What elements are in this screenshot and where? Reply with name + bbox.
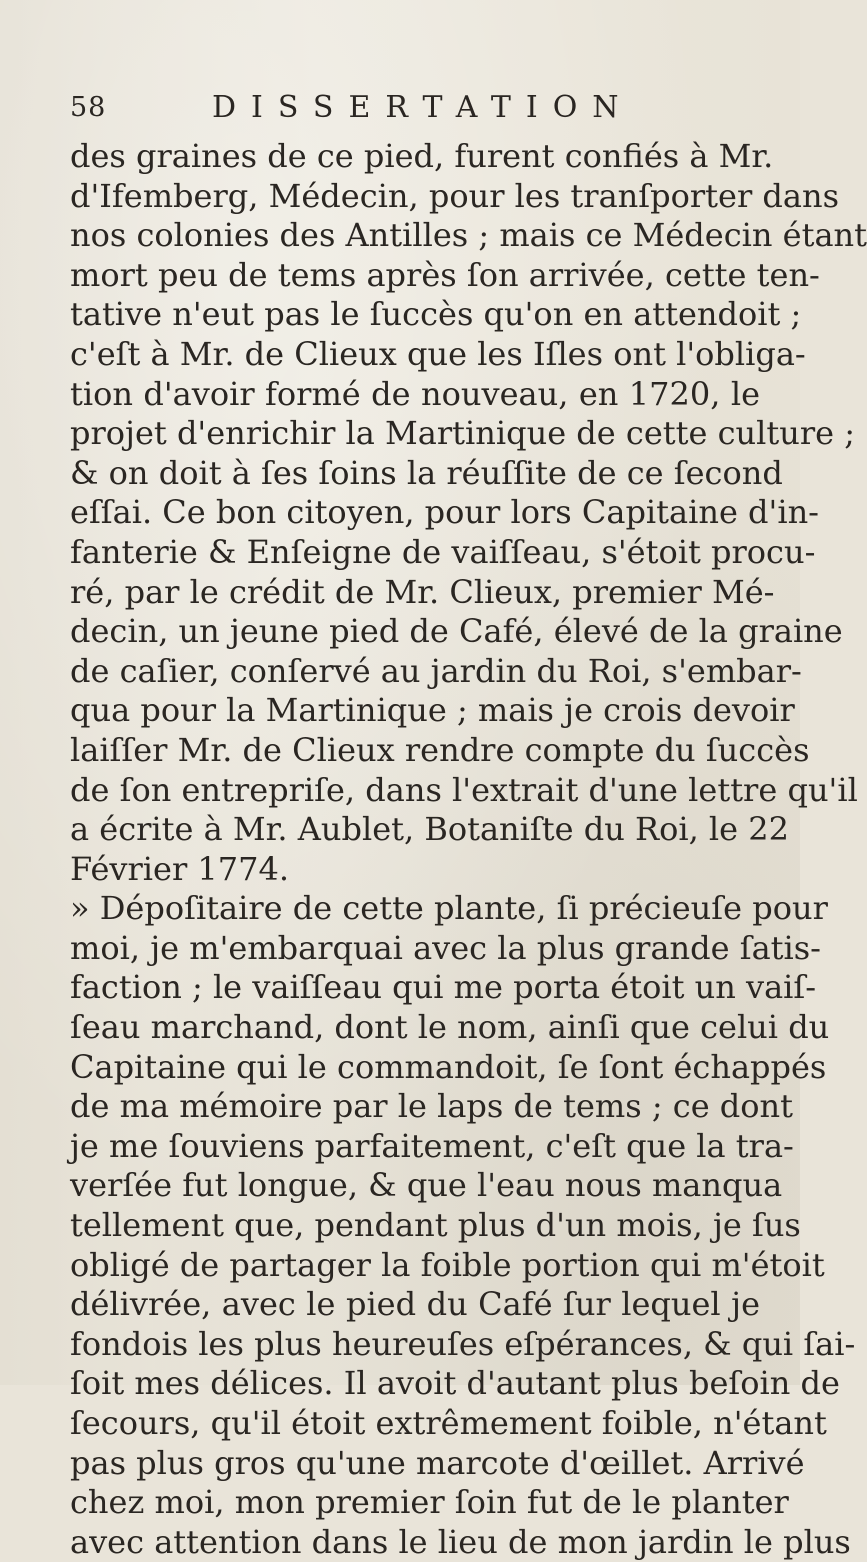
text-line: decin, un jeune pied de Café, élevé de la graine [70,612,843,651]
text-line: mort peu de tems après ſon arrivée, cette ten- [70,255,820,294]
text-line: avec attention dans le lieu de mon jardin le plus [70,1522,851,1561]
text-line: fanterie & Enſeigne de vaiſſeau, s'étoit procu- [70,532,816,571]
text-line: ſoit mes délices. Il avoit d'autant plus beſoin de [70,1364,840,1403]
text-line: c'eſt à Mr. de Clieux que les Iſles ont l'obliga- [70,334,806,373]
page-header [70,92,750,132]
text-line: ſecours, qu'il étoit extrêmement foible, n'étant [70,1404,827,1442]
text-line: Capitaine qui le commandoit, ſe ſont échappés [70,1047,827,1086]
text-line: pas plus gros qu'une marcote d'œillet. Arrivé [70,1443,805,1482]
text-line: ſeau marchand, dont le nom, ainſi que celui du [70,1008,830,1047]
text-line: tion d'avoir formé de nouveau, en 1720, le [70,374,760,413]
text-line: laiſſer Mr. de Clieux rendre compte du ſuccès [70,730,810,769]
body-text [70,137,867,1562]
text-line: je me ſouviens parfaitement, c'eſt que la tra- [70,1126,794,1165]
text-line: de ſon entrepriſe, dans l'extrait d'une lettre qu'il [70,770,858,809]
text-line: » Dépoſitaire de cette plante, ſi précieuſe pour [70,889,828,928]
text-line: d'Ifemberg, Médecin, pour les tranſporter dans [70,176,840,215]
text-line: ré, par le crédit de Mr. Clieux, premier Mé- [70,572,775,611]
text-line: tellement que, pendant plus d'un mois, je ſus [70,1206,801,1245]
text-line: a écrite à Mr. Aublet, Botaniſte du Roi, le 22 [70,810,789,849]
text-line: obligé de partager la foible portion qui m'étoit [70,1245,825,1284]
text-line: projet d'enrichir la Martinique de cette culture ; [70,414,855,453]
text-line: qua pour la Martinique ; mais je crois devoir [70,691,795,730]
text-line: de caſier, conſervé au jardin du Roi, s'embar- [70,651,802,690]
text-line: tative n'eut pas le ſuccès qu'on en attendoit ; [70,295,802,334]
text-line: des graines de ce pied, furent confiés à Mr. [70,137,774,175]
text-line: de ma mémoire par le laps de tems ; ce dont [70,1087,794,1126]
text-line: moi, je m'embarquai avec la plus grande ſatis- [70,928,821,967]
text-line: verſée fut longue, & que l'eau nous manqua [70,1166,783,1205]
running-title: DISSERTATION [212,90,634,125]
page-number: 58 [70,92,107,123]
text-line: nos colonies des Antilles ; mais ce Médecin étant [70,216,867,255]
text-line: faction ; le vaiſſeau qui me porta étoit un vaiſ- [70,968,817,1007]
text-line: fondois les plus heureuſes eſpérances, & qui ſai- [70,1324,856,1363]
text-line: délivrée, avec le pied du Café ſur lequel je [70,1285,760,1324]
text-line: chez moi, mon premier ſoin fut de le planter [70,1483,789,1522]
text-line: Février 1774. [70,849,290,888]
text-line: & on doit à ſes ſoins la réuſſite de ce ſecond [70,453,783,492]
text-line: eſſai. Ce bon citoyen, pour lors Capitaine d'in- [70,493,819,532]
